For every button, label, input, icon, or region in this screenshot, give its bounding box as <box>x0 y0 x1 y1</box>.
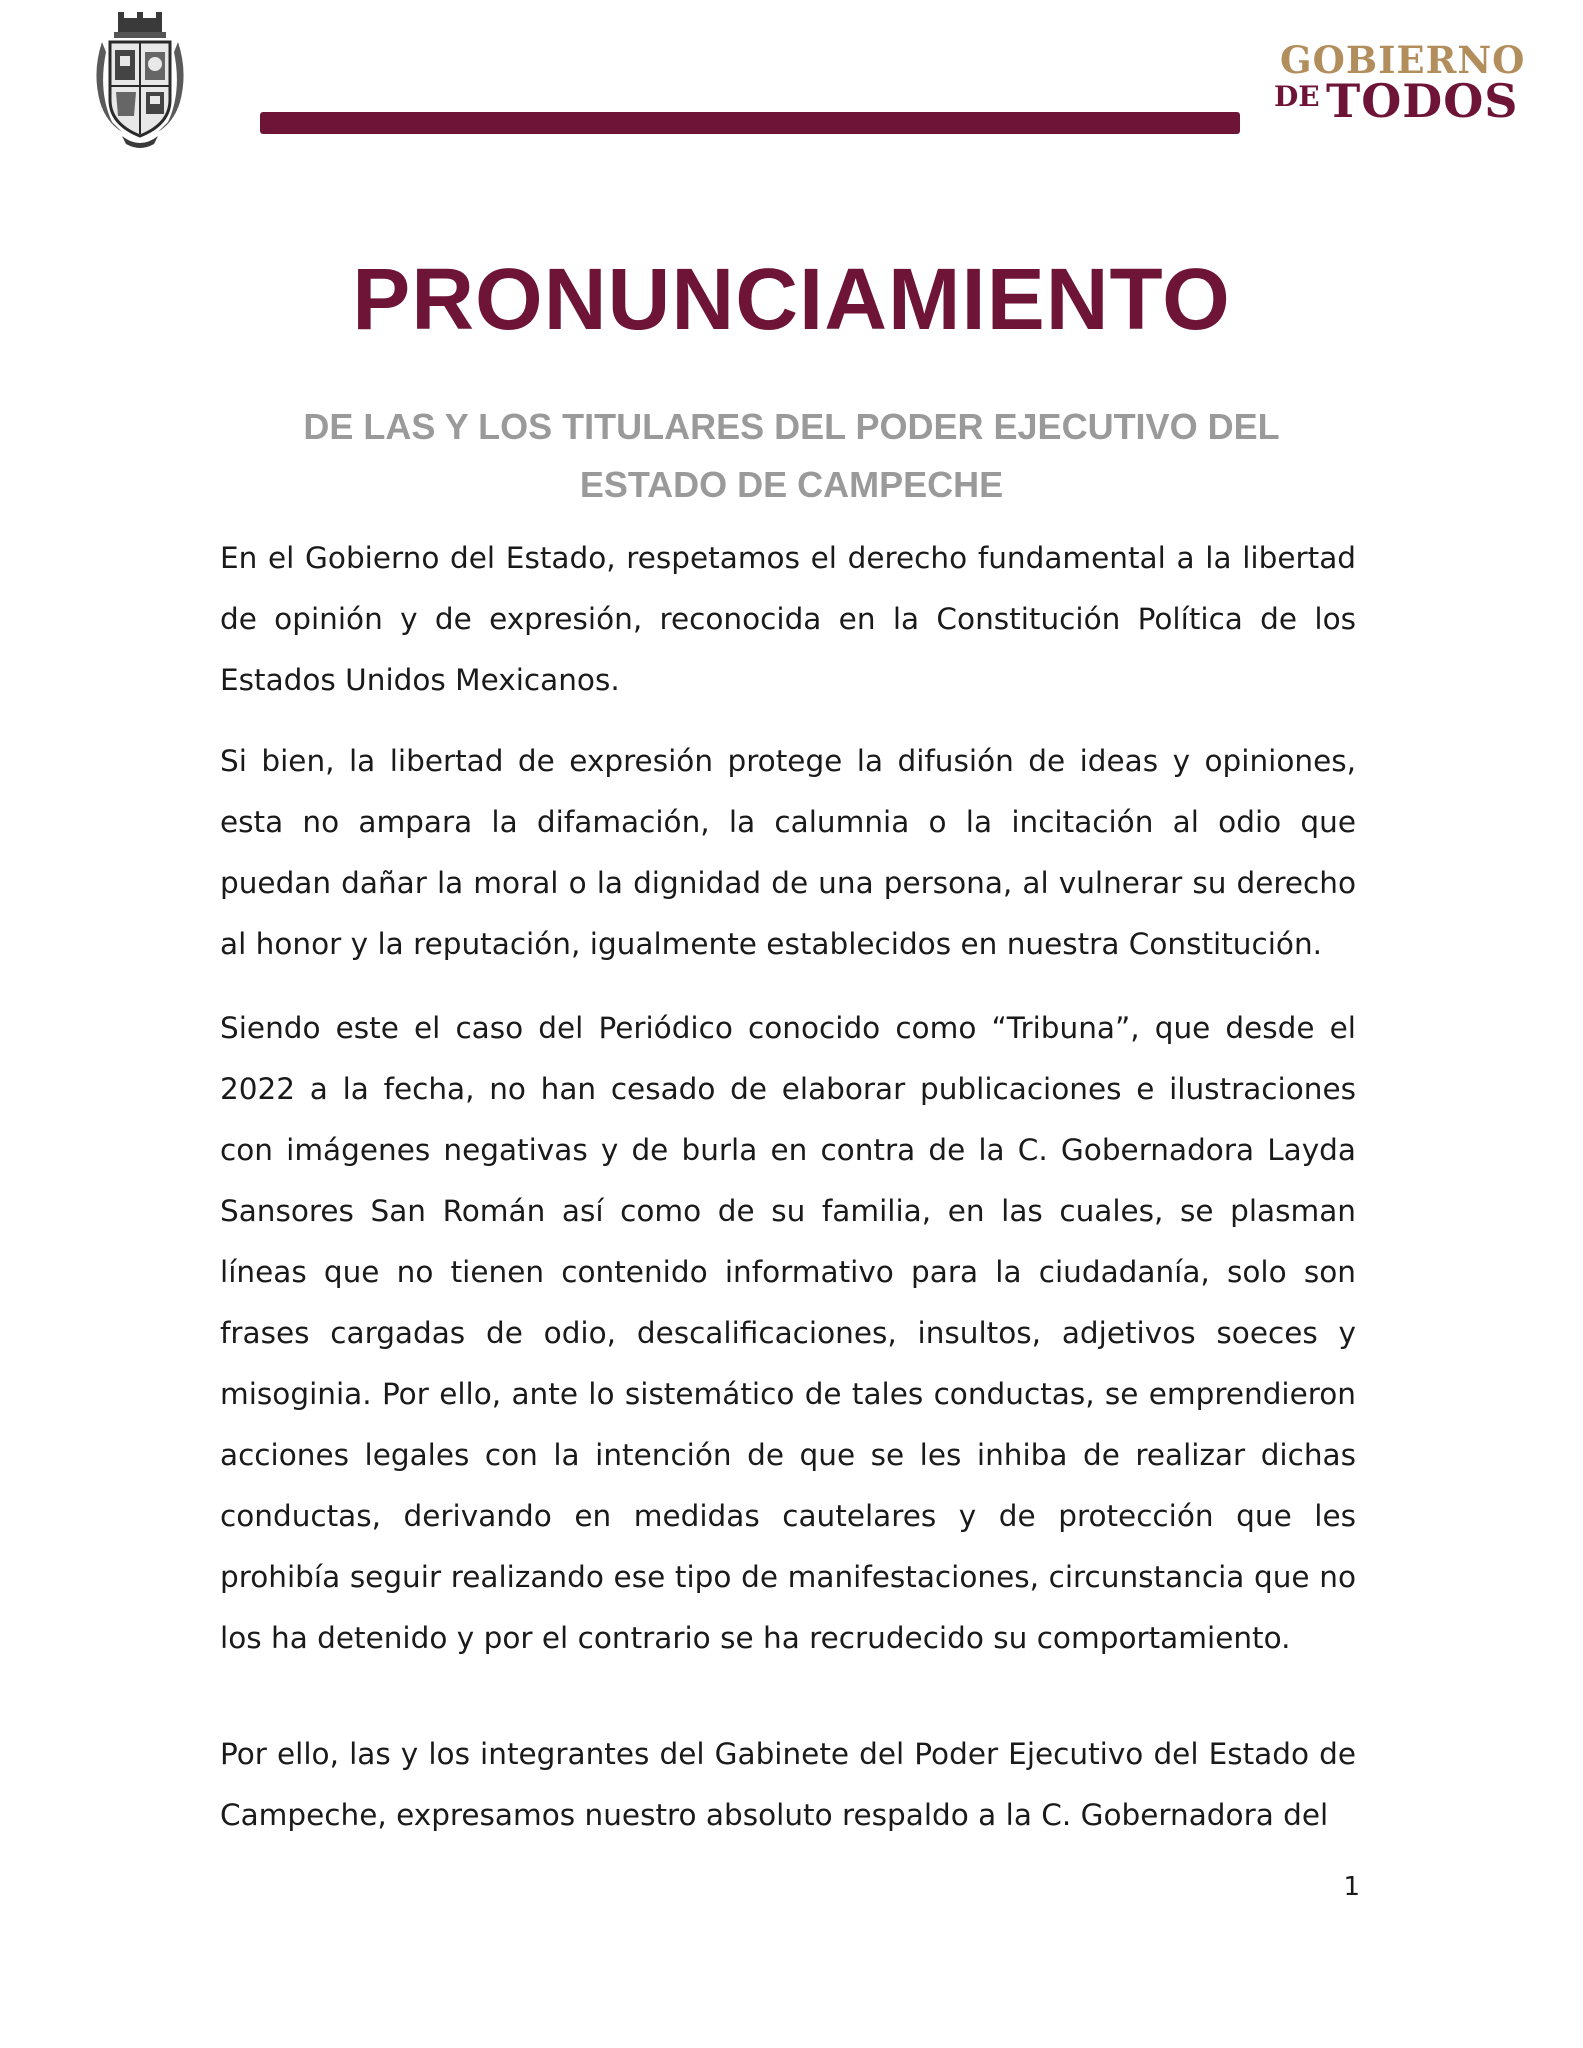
subtitle-line-1: DE LAS Y LOS TITULARES DEL PODER EJECUTIVO DEL <box>303 406 1280 447</box>
paragraph-4: Por ello, las y los integrantes del Gabinete del Poder Ejecutivo del Estado de Campeche, expresamos nuestro absoluto respaldo a la C. Gobernadora del <box>220 1737 1356 1832</box>
document-subtitle <box>200 398 1383 514</box>
header-divider-bar <box>260 112 1240 134</box>
brand-line2-big: TODOS <box>1326 74 1519 128</box>
campeche-coat-of-arms-icon <box>92 12 188 150</box>
gobierno-de-todos-logo <box>1262 38 1526 128</box>
paragraph-3: Siendo este el caso del Periódico conocido como “Tribuna”, que desde el 2022 a la fecha, no han cesado de elaborar publicaciones e ilustraciones con imágenes negativas y de burla en contra de la C. Gobernadora Layda Sansores San Román así como de su familia, en las cuales, se plasman líneas que no tienen contenido informativo para la ciudadanía, solo son frases cargadas de odio, descalificaciones, insultos, adjetivos soeces y misoginia. Por ello, ante lo sistemático de tales conductas, se emprendieron acciones legales con la intención de que se les inhiba de realizar dichas conductas, derivando en medidas cautelares y de protección que les prohibía seguir realizando ese tipo de manifestaciones, circunstancia que no los ha detenido y por el contrario se ha recrudecido su comportamiento. <box>220 1011 1356 1655</box>
paragraph-2: Si bien, la libertad de expresión protege la difusión de ideas y opiniones, esta no ampara la difamación, la calumnia o la incitación al odio que puedan dañar la moral o la dignidad de una persona, al vulnerar su derecho al honor y la reputación, igualmente establecidos en nuestra Constitución. <box>220 744 1356 961</box>
subtitle-line-2: ESTADO DE CAMPECHE <box>579 464 1004 505</box>
page-number: 1 <box>1343 1872 1360 1902</box>
paragraph-1: En el Gobierno del Estado, respetamos el derecho fundamental a la libertad de opinión y de expresión, reconocida en la Constitución Política de los Estados Unidos Mexicanos. <box>220 541 1356 697</box>
brand-line1: GOBIERNO <box>1280 38 1526 82</box>
document-title: PRONUNCIAMIENTO <box>352 251 1231 348</box>
brand-line2-small: DE <box>1274 80 1320 113</box>
